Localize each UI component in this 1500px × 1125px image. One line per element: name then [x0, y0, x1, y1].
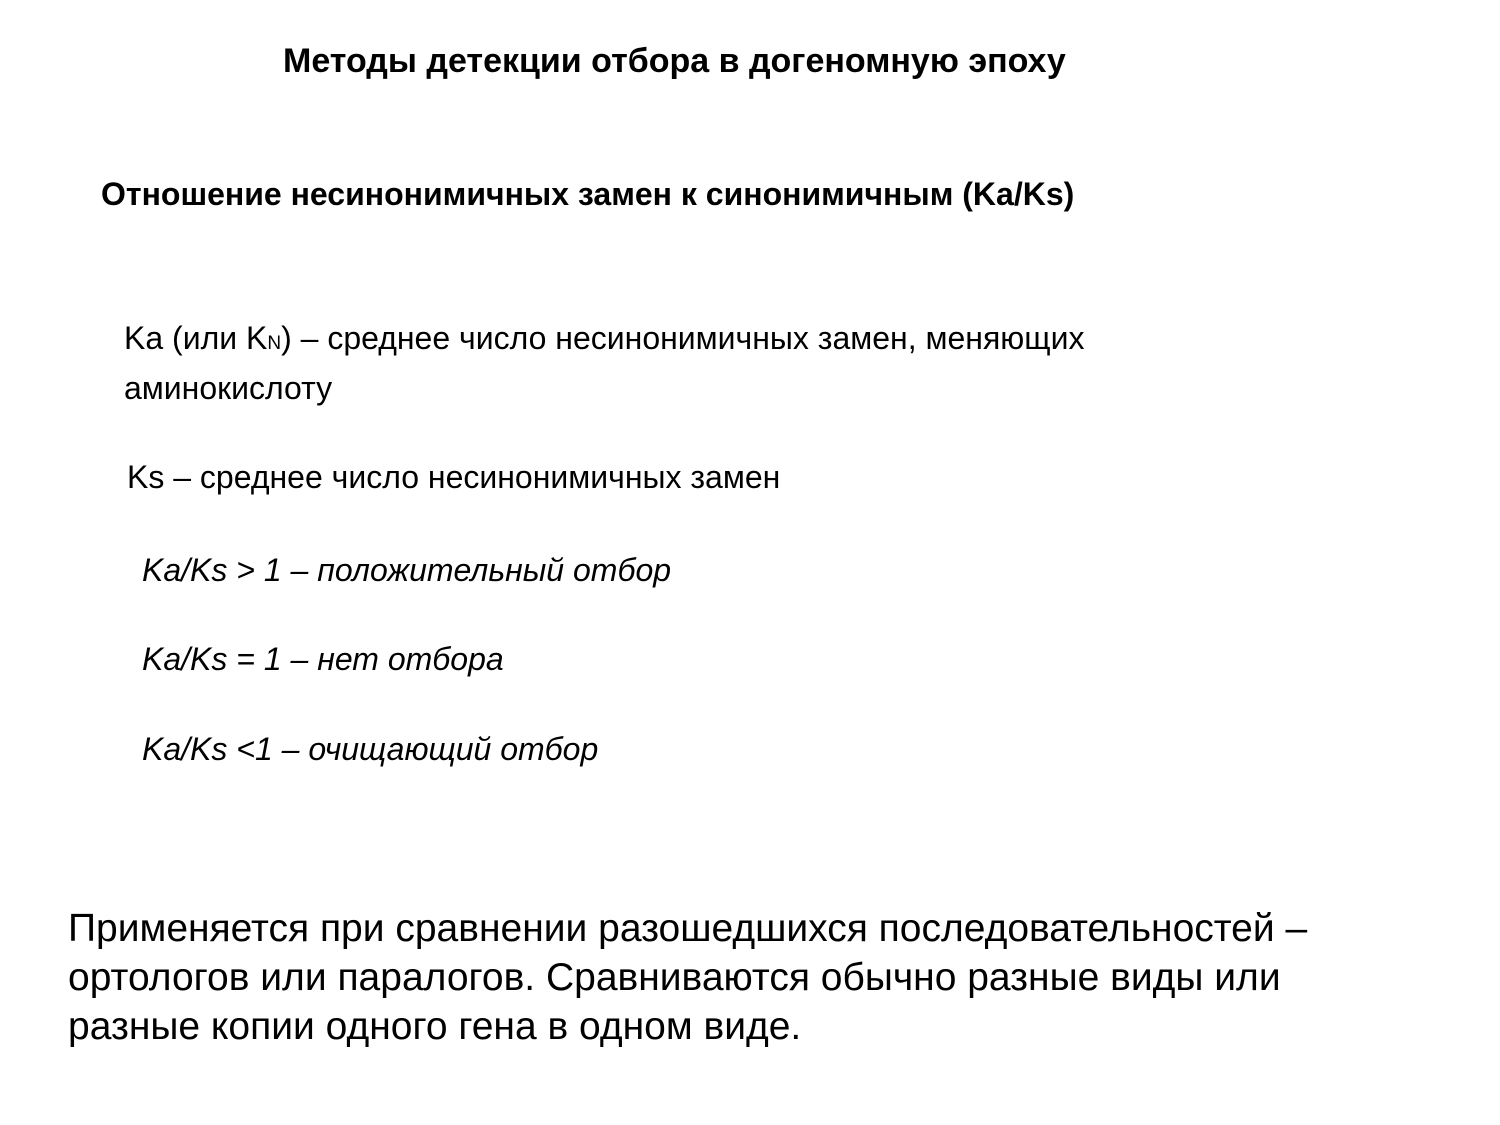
rule-purifying-selection: Ka/Ks <1 – очищающий отбор — [142, 731, 599, 767]
ka-definition-line-1 — [124, 316, 1084, 366]
ka-definition — [124, 316, 1084, 410]
slide-subtitle: Отношение несинонимичных замен к синонимичным (Ka/Ks) — [101, 176, 1075, 212]
ka-definition-prefix: Ka (или K — [124, 320, 268, 356]
slide-title: Методы детекции отбора в догеномную эпоху — [283, 42, 1066, 80]
application-note — [68, 904, 1307, 1051]
application-note-line-1: Применяется при сравнении разошедшихся последовательностей – — [68, 907, 1308, 950]
rule-positive-selection: Ka/Ks > 1 – положительный отбор — [142, 552, 672, 588]
ks-definition: Ks – среднее число несинонимичных замен — [127, 459, 781, 495]
application-note-line-3: разные копии одного гена в одном виде. — [68, 1005, 802, 1048]
ka-definition-subscript: N — [267, 333, 282, 354]
ka-definition-line-2: аминокислоту — [124, 370, 333, 406]
rule-no-selection: Ka/Ks = 1 – нет отбора — [142, 641, 504, 677]
ka-definition-suffix: ) – среднее число несинонимичных замен, меняющих — [281, 320, 1085, 356]
application-note-line-2: ортологов или паралогов. Сравниваются обычно разные виды или — [68, 956, 1281, 999]
